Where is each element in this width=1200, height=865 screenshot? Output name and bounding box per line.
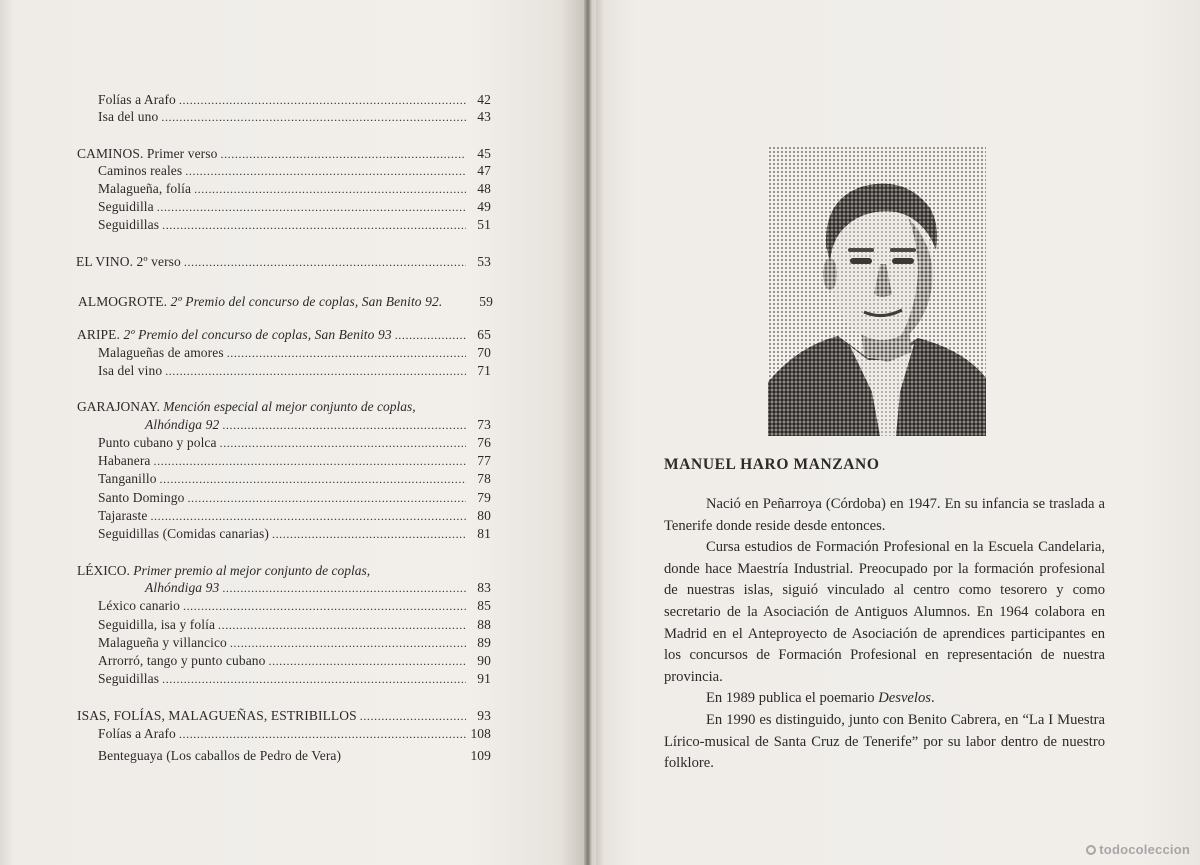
dot-leader	[230, 635, 466, 651]
toc-section-heading: GARAJONAY. Mención especial al mejor conjunto de coplas,	[77, 399, 416, 414]
dot-leader	[360, 708, 466, 724]
book-title: Desvelos	[878, 690, 931, 707]
dot-leader	[184, 254, 466, 270]
toc-entry: Seguidillas ..... 91	[98, 671, 491, 687]
dot-leader	[162, 217, 466, 233]
toc-entry: Isa del vino ..... 71	[98, 363, 491, 379]
bio-paragraph: Nació en Peñarroya (Córdoba) en 1947. En su infancia se traslada a Tenerife donde reside desde entonces.	[664, 496, 1105, 534]
toc-entry: Santo Domingo ..... 79	[98, 490, 491, 506]
toc-entry: Punto cubano y polca ..... 76	[98, 435, 491, 451]
toc-section-heading: ARIPE. 2º Premio del concurso de coplas, San Benito 93 ..... 65	[77, 327, 491, 343]
dot-leader	[222, 580, 466, 596]
toc-entry: Tajaraste ..... 80	[98, 508, 491, 524]
dot-leader	[222, 417, 466, 433]
dot-leader	[157, 199, 466, 215]
toc-entry: Seguidilla, isa y folía ..... 88	[98, 617, 491, 633]
dot-leader	[150, 508, 466, 524]
bio-paragraph: En 1989 publica el poemario Desvelos.	[706, 690, 935, 707]
watermark-logo: todocoleccion	[1086, 842, 1190, 857]
toc-entry-continuation: Alhóndiga 92 ..... 73	[145, 417, 491, 433]
toc-entry: Tanganillo ..... 78	[98, 471, 491, 487]
toc-entry: Malagueñas de amores ..... 70	[98, 345, 491, 361]
dot-leader	[218, 617, 466, 633]
dot-leader	[395, 327, 466, 343]
toc-entry: Isa del uno ..... 43	[98, 109, 491, 125]
toc-section-heading: EL VINO. 2º verso ..... 53	[76, 254, 491, 270]
author-portrait-photo	[768, 146, 986, 436]
dot-leader	[268, 653, 466, 669]
toc-entry: Seguidillas ..... 51	[98, 217, 491, 233]
toc-section-heading: CAMINOS. Primer verso ..... 45	[77, 146, 491, 162]
left-page-contents	[0, 0, 584, 865]
toc-entry: Seguidillas (Comidas canarias) ..... 81	[98, 526, 491, 542]
toc-entry: Léxico canario ..... 85	[98, 598, 491, 614]
portrait-image	[768, 146, 986, 436]
toc-entry: Benteguaya (Los caballos de Pedro de Vera) 109	[98, 748, 491, 763]
toc-entry: Malagueña y villancico ..... 89	[98, 635, 491, 651]
right-page-author	[596, 0, 1200, 865]
dot-leader	[183, 598, 466, 614]
dot-leader	[179, 92, 466, 108]
toc-section-heading: ISAS, FOLÍAS, MALAGUEÑAS, ESTRIBILLOS ..... 93	[77, 708, 491, 724]
dot-leader	[194, 181, 466, 197]
dot-leader	[227, 345, 466, 361]
dot-leader	[185, 163, 466, 179]
dot-leader	[160, 471, 466, 487]
author-name-heading: MANUEL HARO MANZANO	[664, 456, 880, 473]
toc-entry: Folías a Arafo ..... 42	[98, 92, 491, 108]
dot-leader	[179, 726, 466, 742]
watermark-circle-icon	[1086, 845, 1096, 855]
author-biography	[664, 494, 1105, 775]
toc-section-heading: LÉXICO. Primer premio al mejor conjunto de coplas,	[77, 563, 371, 578]
dot-leader	[220, 146, 466, 162]
toc-entry-continuation: Alhóndiga 93 ..... 83	[145, 580, 491, 596]
bio-paragraph: En 1990 es distinguido, junto con Benito Cabrera, en “La I Muestra Lírico-musical de Santa Cruz de Tenerife” por su labor dentro de nuestro folklore.	[664, 711, 1105, 772]
dot-leader	[154, 453, 466, 469]
dot-leader	[162, 671, 466, 687]
toc-entry: Folías a Arafo ..... 108	[98, 726, 491, 742]
dot-leader	[220, 435, 466, 451]
toc-entry: Seguidilla ..... 49	[98, 199, 491, 215]
bio-paragraph: Cursa estudios de Formación Profesional en la Escuela Candelaria, donde hace Maestría Industrial. Preocupado por la formación profesional de nuestras islas, siguió vinculado al centro como tesorero y como secretario de la Asociación de Antiguos Alumnos. En 1964 colabora en Madrid en el Anteproyecto de Asociación de aprendices participantes en los concursos de Formación Profesional en representación de nuestra provincia.	[664, 539, 1105, 685]
toc-entry: Caminos reales ..... 47	[98, 163, 491, 179]
toc-section-heading: ALMOGROTE. 2º Premio del concurso de coplas, San Benito 92. 59	[78, 294, 493, 309]
dot-leader	[161, 109, 466, 125]
dot-leader	[187, 490, 466, 506]
toc-entry: Arrorró, tango y punto cubano ..... 90	[98, 653, 491, 669]
dot-leader	[165, 363, 466, 379]
toc-entry: Malagueña, folía ..... 48	[98, 181, 491, 197]
dot-leader	[272, 526, 466, 542]
toc-entry: Habanera ..... 77	[98, 453, 491, 469]
